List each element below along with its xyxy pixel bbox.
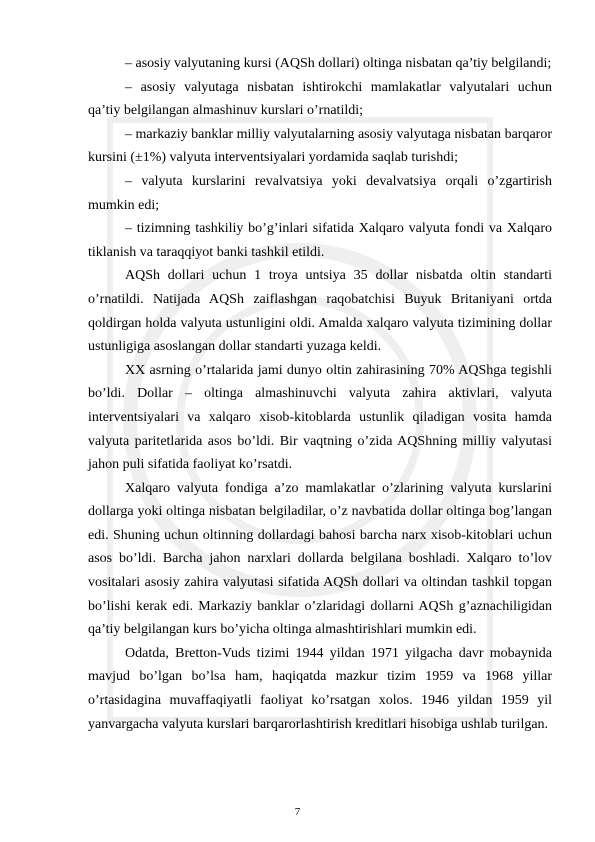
paragraph: Xalqaro valyuta fondiga a’zo mamlakatlar o’zlarining valyuta kurslarini dollarga yoki oltinga nisbatan belgiladilar, o’z navbatida dollar oltinga bog’langan edi. Shuning uchun oltinning dollardagi bahosi barcha narx xisob-kitoblari uchun asos bo’ldi. Barcha jahon narxlari dollarda belgilana boshladi. Xalqaro to’lov vositalari asosiy zahira valyutasi sifatida AQSh dollari va oltindan tashkil topgan bo’lishi kerak edi. Markaziy banklar o’zlaridagi dollarni AQSh g’aznachiligidan qa’tiy belgilangan kurs bo’yicha oltinga almashtirishlari mumkin edi. <box>88 480 552 638</box>
paragraph: – asosiy valyutaga nisbatan ishtirokchi mamlakatlar valyutalari uchun qa’tiy belgilangan almashinuv kurslari o’rnatildi; <box>88 79 552 119</box>
paragraph: XX asrning o’rtalarida jami dunyo oltin zahirasining 70% AQShga tegishli bo’ldi. Dollar – oltinga almashinuvchi valyuta zahira aktivlari, valyuta interventsiyalari va xalqaro xisob-kitoblarda ustunlik qiladigan vosita hamda valyuta paritetlarida asos bo’ldi. Bir vaqtning o’zida AQShning milliy valyutasi jahon puli sifatida faoliyat ko’rsatdi. <box>88 362 552 473</box>
document-body <box>88 52 552 736</box>
paragraph: – asosiy valyutaning kursi (AQSh dollari) oltinga nisbatan qa’tiy belgilandi; <box>125 56 552 71</box>
page-number: 7 <box>294 806 301 818</box>
paragraph: – tizimning tashkiliy bo’g’inlari sifatida Xalqaro valyuta fondi va Xalqaro tiklanish va taraqqiyot banki tashkil etildi. <box>88 221 552 260</box>
paragraph: – markaziy banklar milliy valyutalarning asosiy valyutaga nisbatan barqaror kursini (±1%) valyuta interventsiyalari yordamida saqlab turishdi; <box>88 126 552 166</box>
paragraph: – valyuta kurslarini revalvatsiya yoki devalvatsiya orqali o’zgartirish mumkin edi; <box>88 173 552 213</box>
paragraph: AQSh dollari uchun 1 troya untsiya 35 dollar nisbatda oltin standarti o’rnatildi. Natijada AQSh zaiflashgan raqobatchisi Buyuk Britaniyani ortda qoldirgan holda valyuta ustunligini oldi. Amalda xalqaro valyuta tizimining dollar ustunligiga asoslangan dollar standarti yuzaga keldi. <box>88 268 552 355</box>
paragraph: Odatda, Bretton-Vuds tizimi 1944 yildan 1971 yilgacha davr mobaynida mavjud bo’lgan bo’lsa ham, haqiqatda mazkur tizim 1959 va 1968 yillar o’rtasidagina muvaffaqiyatli faoliyat ko’rsatgan xolos. 1946 yildan 1959 yil yanvargacha valyuta kurslari barqarorlashtirish kreditlari hisobiga ushlab turilgan. <box>88 645 552 732</box>
